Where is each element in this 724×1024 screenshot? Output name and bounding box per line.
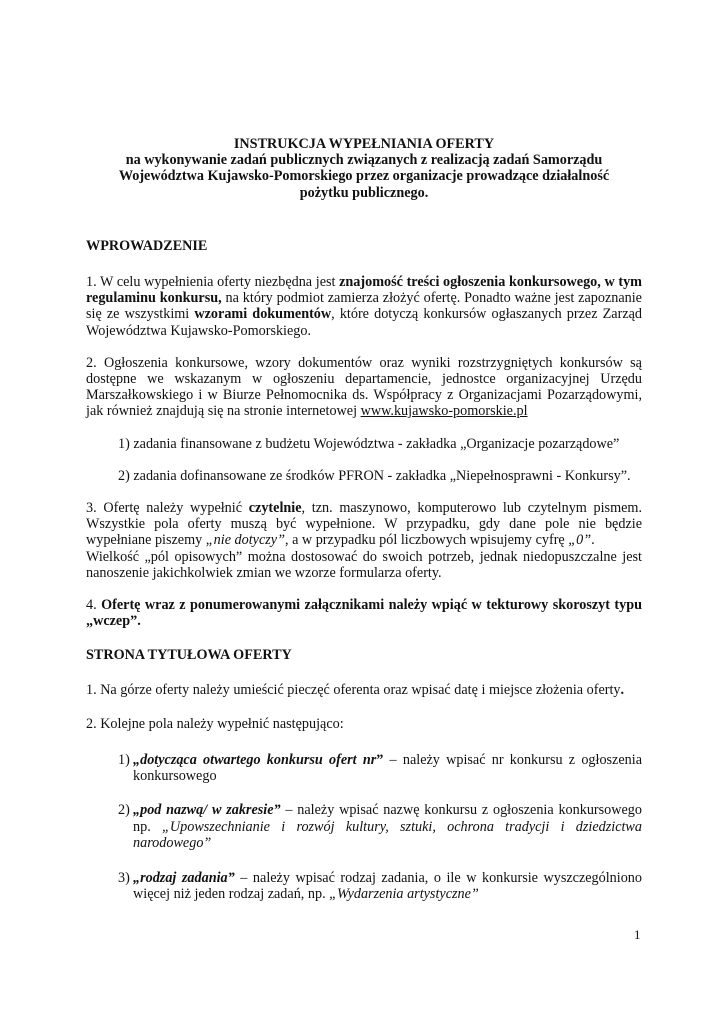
field-item-2-example: „Upowszechnianie i rozwój kultury, sztuki, ochrona tradycji i dziedzictwa narodowego” — [133, 818, 642, 851]
p3-text-c: , tzn. maszynowo, komputerowo lub czytelnym pismem. Wszystkie pola oferty muszą być wypełnione. W przypadku, gdy dane pole nie będzie wypełniane piszemy — [86, 500, 642, 549]
p1-text-c: na który podmiot zamierza złożyć ofertę. Ponadto ważne jest zapoznanie się ze wszystkimi — [86, 290, 642, 323]
title-line-1: INSTRUKCJA WYPEŁNIANIA OFERTY — [233, 136, 495, 152]
p3-text-h: Wielkość „pól opisowych” można dostosować do swoich potrzeb, jednak niedopuszczalne jest nanoszenie jakichkolwiek zmian we wzorze formularza oferty. — [86, 548, 642, 581]
title-page-point-1 — [86, 682, 642, 698]
field-item-1-quote: ” — [376, 752, 384, 769]
paragraph-1 — [86, 274, 642, 339]
field-item-2-label: 2) — [118, 802, 130, 819]
website-link[interactable]: www.kujawsko-pomorskie.pl — [360, 403, 528, 420]
title-line-4: pożytku publicznego. — [299, 184, 429, 201]
p3-italic-d: „nie dotyczy” — [205, 532, 285, 549]
p3-italic-f: „0” — [568, 532, 592, 549]
page-number: 1 — [634, 927, 641, 942]
section-heading-title-page: STRONA TYTUŁOWA OFERTY — [86, 647, 292, 664]
p4-bold-b: Ofertę wraz z ponumerowanymi załącznikami należy wpiąć w tekturowy skoroszyt typu „wczep”. — [86, 597, 643, 630]
list-item-pfron: 2) zadania dofinansowane ze środków PFRON - zakładka „Niepełnosprawni - Konkursy”. — [118, 467, 631, 484]
field-item-1 — [86, 752, 642, 784]
field-item-2-desc: – należy wpisać nazwę konkursu z ogłoszenia konkursowego np. — [133, 802, 642, 835]
title-line-3: Województwa Kujawsko-Pomorskiego przez organizacje prowadzące działalność — [118, 168, 610, 185]
tp1-dot: . — [620, 681, 625, 698]
p4-text-a: 4. — [86, 597, 102, 614]
field-item-3-desc: – należy wpisać rodzaj zadania, o ile w konkursie wyszczególniono więcej niż jeden rodzaj zadań, np. — [133, 870, 642, 903]
field-item-3-term: „rodzaj zadania” — [133, 870, 235, 887]
field-item-2 — [86, 802, 642, 851]
p1-text-e: , które dotyczą konkursów ogłaszanych przez Zarząd Województwa Kujawsko-Pomorskiego. — [86, 306, 643, 339]
p1-text-a: 1. W celu wypełnienia oferty niezbędna jest — [86, 274, 340, 291]
tp1-text: 1. Na górze oferty należy umieścić pieczęć oferenta oraz wpisać datę i miejsce złożenia oferty — [86, 681, 621, 698]
p2-text: 2. Ogłoszenia konkursowe, wzory dokumentów oraz wyniki rozstrzygniętych konkursów są dostępne we wskazanym w ogłoszeniu departamencie, jednostce organizacyjnej Urzędu Marszałkowskiego i w Biurze Pełnomocnika ds. Współpracy z Organizacjami Pozarządowymi, jak również znajdują się na stronie internetowej — [86, 354, 642, 420]
title-page-point-2: 2. Kolejne pola należy wypełnić następująco: — [86, 715, 344, 732]
field-item-1-label: 1) — [118, 752, 130, 769]
paragraph-2 — [86, 355, 642, 420]
p3-text-e: , a w przypadku pól liczbowych wpisujemy cyfrę — [284, 532, 569, 549]
paragraph-3 — [86, 500, 642, 581]
p1-bold-d: wzorami dokumentów — [194, 306, 332, 323]
title-line-2: na wykonywanie zadań publicznych związanych z realizacją zadań Samorządu — [125, 152, 603, 169]
document-title — [86, 136, 642, 201]
p3-text-g: . — [591, 532, 595, 549]
p3-text-a: 3. Ofertę należy wypełnić — [86, 500, 249, 517]
field-item-2-term: „pod nazwą/ w zakresie” — [133, 802, 281, 819]
section-heading-intro: WPROWADZENIE — [86, 237, 208, 254]
field-item-3 — [86, 870, 642, 902]
field-item-3-example: „Wydarzenia artystyczne” — [329, 886, 479, 903]
list-item-budget: 1) zadania finansowane z budżetu Województwa - zakładka „Organizacje pozarządowe” — [118, 435, 620, 452]
field-item-1-term: „dotycząca otwartego konkursu ofert nr — [133, 752, 377, 769]
p1-bold-b: znajomość treści ogłoszenia konkursowego, w tym regulaminu konkursu, — [86, 274, 642, 307]
field-item-3-label: 3) — [118, 870, 130, 887]
document-page — [86, 136, 642, 903]
field-item-1-desc: – należy wpisać nr konkursu z ogłoszenia konkursowego — [133, 752, 642, 785]
p3-bold-b: czytelnie — [248, 500, 302, 517]
paragraph-4 — [86, 597, 642, 629]
